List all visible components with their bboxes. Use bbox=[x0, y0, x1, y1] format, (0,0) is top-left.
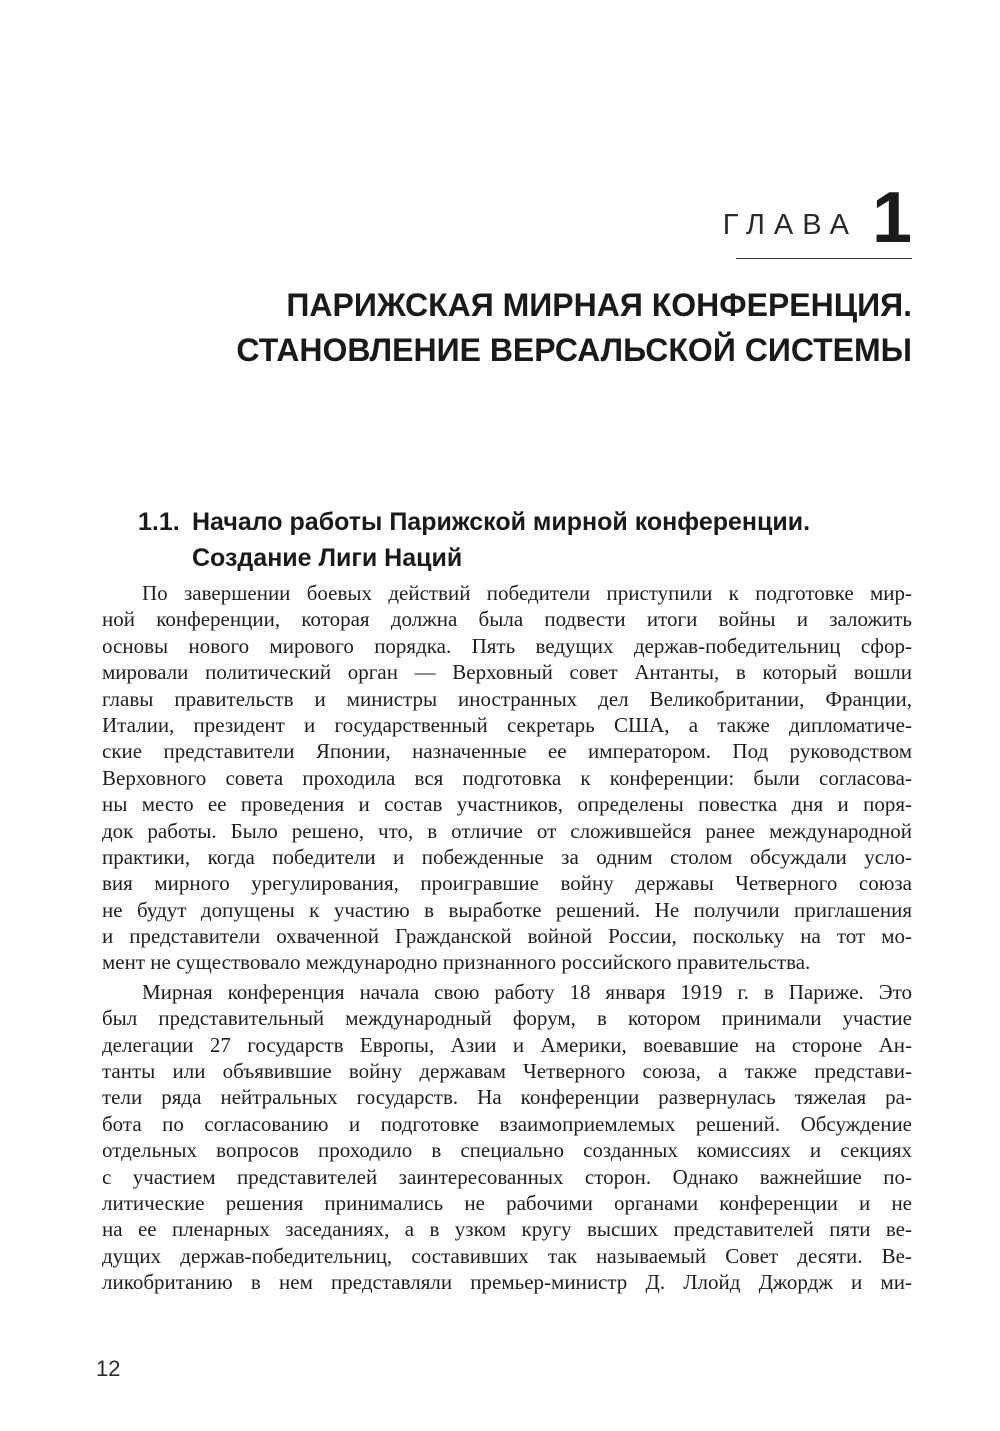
paragraph-line: литические решения принимались не рабочими органами конференции и не bbox=[102, 1190, 912, 1215]
paragraph-line: дущих держав-победительниц, составивших так называемый Совет десяти. Ве- bbox=[102, 1243, 912, 1268]
paragraph-line: практики, когда победители и побежденные за одним столом обсуждали усло- bbox=[102, 844, 912, 869]
section-heading bbox=[138, 504, 918, 576]
body-text bbox=[102, 580, 912, 1296]
paragraph-line: был представительный международный форум, в котором принимали участие bbox=[102, 1006, 912, 1031]
section-title-line2: Создание Лиги Наций bbox=[192, 544, 463, 572]
paragraph-line: с участием представителей заинтересованных сторон. Однако важнейшие по- bbox=[102, 1164, 912, 1189]
paragraph-line: танты или объявившие войну державам Четверного союза, а также представи- bbox=[102, 1059, 912, 1084]
chapter-heading bbox=[722, 178, 912, 258]
paragraph-line: ной конференции, которая должна была подвести итоги войны и заложить bbox=[102, 607, 912, 632]
chapter-number: 1 bbox=[871, 178, 912, 258]
chapter-divider bbox=[736, 258, 912, 259]
paragraph-line: док работы. Было решено, что, в отличие от сложившейся ранее международной bbox=[102, 818, 912, 843]
chapter-title-line: ПАРИЖСКАЯ МИРНАЯ КОНФЕРЕНЦИЯ. bbox=[286, 287, 912, 323]
paragraph-line: ликобританию в нем представляли премьер-министр Д. Ллойд Джордж и ми- bbox=[102, 1270, 912, 1295]
paragraph-line: мент не существовало международно признанного российского правительства. bbox=[102, 950, 811, 975]
paragraph-line: вия мирного урегулирования, проигравшие войну державы Четверного союза bbox=[102, 871, 912, 896]
paragraph-line: бота по согласованию и подготовке взаимоприемлемых решений. Обсуждение bbox=[102, 1111, 912, 1136]
paragraph-line: Мирная конференция начала свою работу 18 января 1919 г. в Париже. Это bbox=[142, 979, 912, 1004]
paragraph-line: на ее пленарных заседаниях, а в узком кругу высших представителей пяти ве- bbox=[102, 1217, 912, 1242]
paragraph-line: отдельных вопросов проходило в специально созданных комиссиях и секциях bbox=[102, 1138, 912, 1163]
paragraph-line: и представители охваченной Гражданской войной России, поскольку на тот мо- bbox=[102, 924, 912, 949]
paragraph-line: тели ряда нейтральных государств. На конференции развернулась тяжелая ра- bbox=[102, 1085, 912, 1110]
paragraph-line: главы правительств и министры иностранных дел Великобритании, Франции, bbox=[102, 686, 912, 711]
paragraph-line: не будут допущены к участию в выработке решений. Не получили приглашения bbox=[102, 897, 912, 922]
paragraph-line: основы нового мирового порядка. Пять ведущих держав-победительниц сфор- bbox=[102, 633, 912, 658]
chapter-title bbox=[92, 283, 912, 373]
paragraph-line: Италии, президент и государственный секретарь США, а также дипломатиче- bbox=[102, 712, 912, 737]
section-number: 1.1. bbox=[138, 508, 180, 536]
paragraph-line: По завершении боевых действий победители приступили к подготовке мир- bbox=[142, 581, 912, 605]
section-title-line1: Начало работы Парижской мирной конференции. bbox=[192, 508, 811, 536]
paragraph-line: мировали политический орган — Верховный совет Антанты, в который вошли bbox=[102, 660, 912, 685]
page-number: 12 bbox=[96, 1356, 121, 1381]
paragraph-line: Верховного совета проходила вся подготовка к конференции: были согласова- bbox=[102, 765, 912, 790]
paragraph-line: ны место ее проведения и состав участников, определены повестка дня и поря- bbox=[102, 792, 912, 817]
chapter-title-line: СТАНОВЛЕНИЕ ВЕРСАЛЬСКОЙ СИСТЕМЫ bbox=[236, 332, 912, 368]
paragraph-line: делегации 27 государств Европы, Азии и Америки, воевавшие на стороне Ан- bbox=[102, 1032, 912, 1057]
chapter-word: ГЛАВА bbox=[722, 209, 858, 241]
paragraph-line: ские представители Японии, назначенные ее императором. Под руководством bbox=[102, 739, 912, 764]
